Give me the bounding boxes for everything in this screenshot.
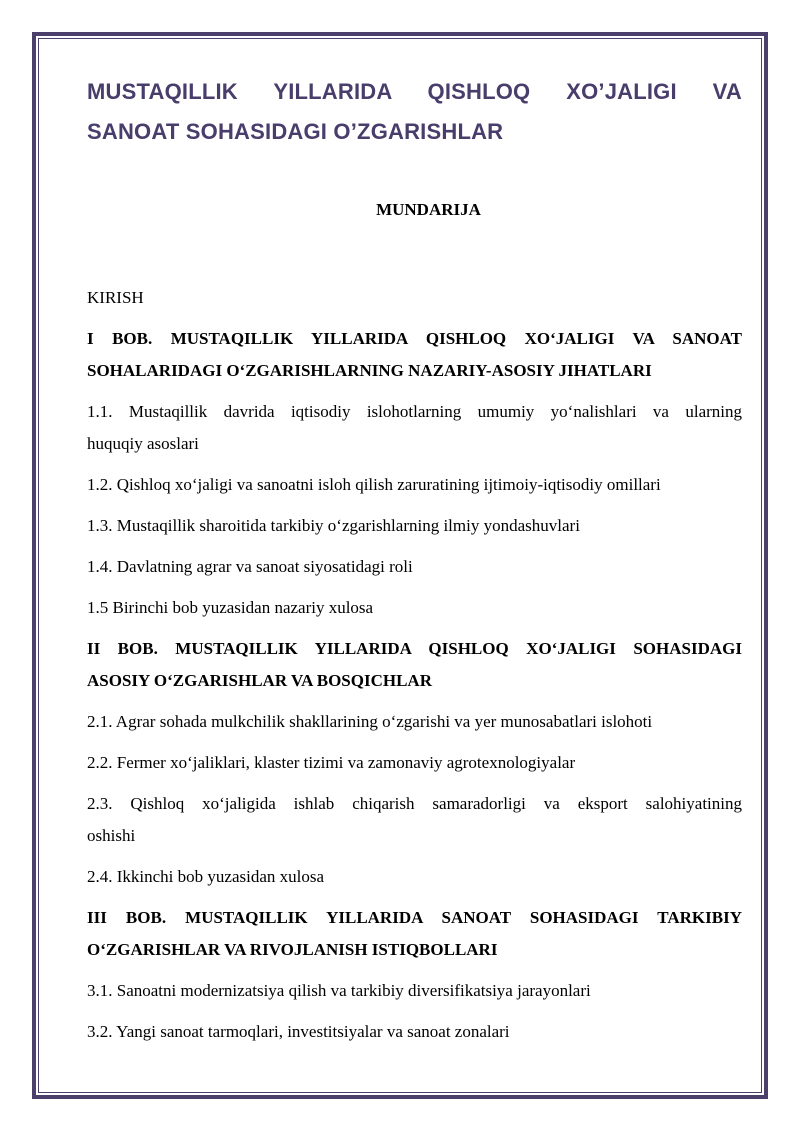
toc-entry: 1.3. Mustaqillik sharoitida tarkibiy o‘zgarishlarning ilmiy yondashuvlari [87,516,580,535]
toc-entry-line-2: O‘ZGARISHLAR VA RIVOJLANISH ISTIQBOLLARI [87,940,498,959]
toc-entry: 2.4. Ikkinchi bob yuzasidan xulosa [87,867,325,886]
toc-entry: KIRISH [87,288,144,307]
toc-entry-line-1: III BOB. MUSTAQILLIK YILLARIDA SANOAT SOHASIDAGI TARKIBIY [87,908,742,927]
toc-chapter-heading [87,902,742,966]
toc-entry [87,788,742,852]
toc-chapter-heading [87,633,742,697]
toc-heading: MUNDARIJA [376,200,481,219]
toc-entry: 2.2. Fermer xo‘jaliklari, klaster tizimi va zamonaviy agrotexnologiyalar [87,753,576,772]
toc-entry-line-1: II BOB. MUSTAQILLIK YILLARIDA QISHLOQ XO‘JALIGI SOHASIDAGI [87,639,742,658]
toc-entry: 1.4. Davlatning agrar va sanoat siyosatidagi roli [87,557,413,576]
toc-entry-line-2: oshishi [87,826,136,845]
document-title-line-2: SANOAT SOHASIDAGI O’ZGARISHLAR [87,119,504,144]
toc-entry: 1.2. Qishloq xo‘jaligi va sanoatni isloh qilish zaruratining ijtimoiy-iqtisodiy omillari [87,475,661,494]
toc-entry: 1.5 Birinchi bob yuzasidan nazariy xulosa [87,598,374,617]
document-title [87,72,742,152]
toc-entry-line-2: SOHALARIDAGI O‘ZGARISHLARNING NAZARIY-ASOSIY JIHATLARI [87,361,652,380]
toc-entry-line-1: 2.3. Qishloq xo‘jaligida ishlab chiqarish samaradorligi va eksport salohiyatining [87,794,742,813]
toc-entry-line-1: 1.1. Mustaqillik davrida iqtisodiy islohotlarning umumiy yo‘nalishlari va ularning [87,402,742,421]
toc-entry-line-2: huquqiy asoslari [87,434,199,453]
toc-entry [87,396,742,460]
toc-chapter-heading [87,323,742,387]
table-of-contents [87,282,742,1057]
toc-entry-line-2: ASOSIY O‘ZGARISHLAR VA BOSQICHLAR [87,671,432,690]
toc-entry: 3.1. Sanoatni modernizatsiya qilish va tarkibiy diversifikatsiya jarayonlari [87,981,591,1000]
toc-entry-line-1: I BOB. MUSTAQILLIK YILLARIDA QISHLOQ XO‘JALIGI VA SANOAT [87,329,742,348]
document-content [87,72,742,1041]
document-title-line-1: MUSTAQILLIK YILLARIDA QISHLOQ XO’JALIGI VA [87,79,742,104]
toc-entry: 2.1. Agrar sohada mulkchilik shakllarining o‘zgarishi va yer munosabatlari islohoti [87,712,653,731]
toc-entry: 3.2. Yangi sanoat tarmoqlari, investitsiyalar va sanoat zonalari [87,1022,510,1041]
